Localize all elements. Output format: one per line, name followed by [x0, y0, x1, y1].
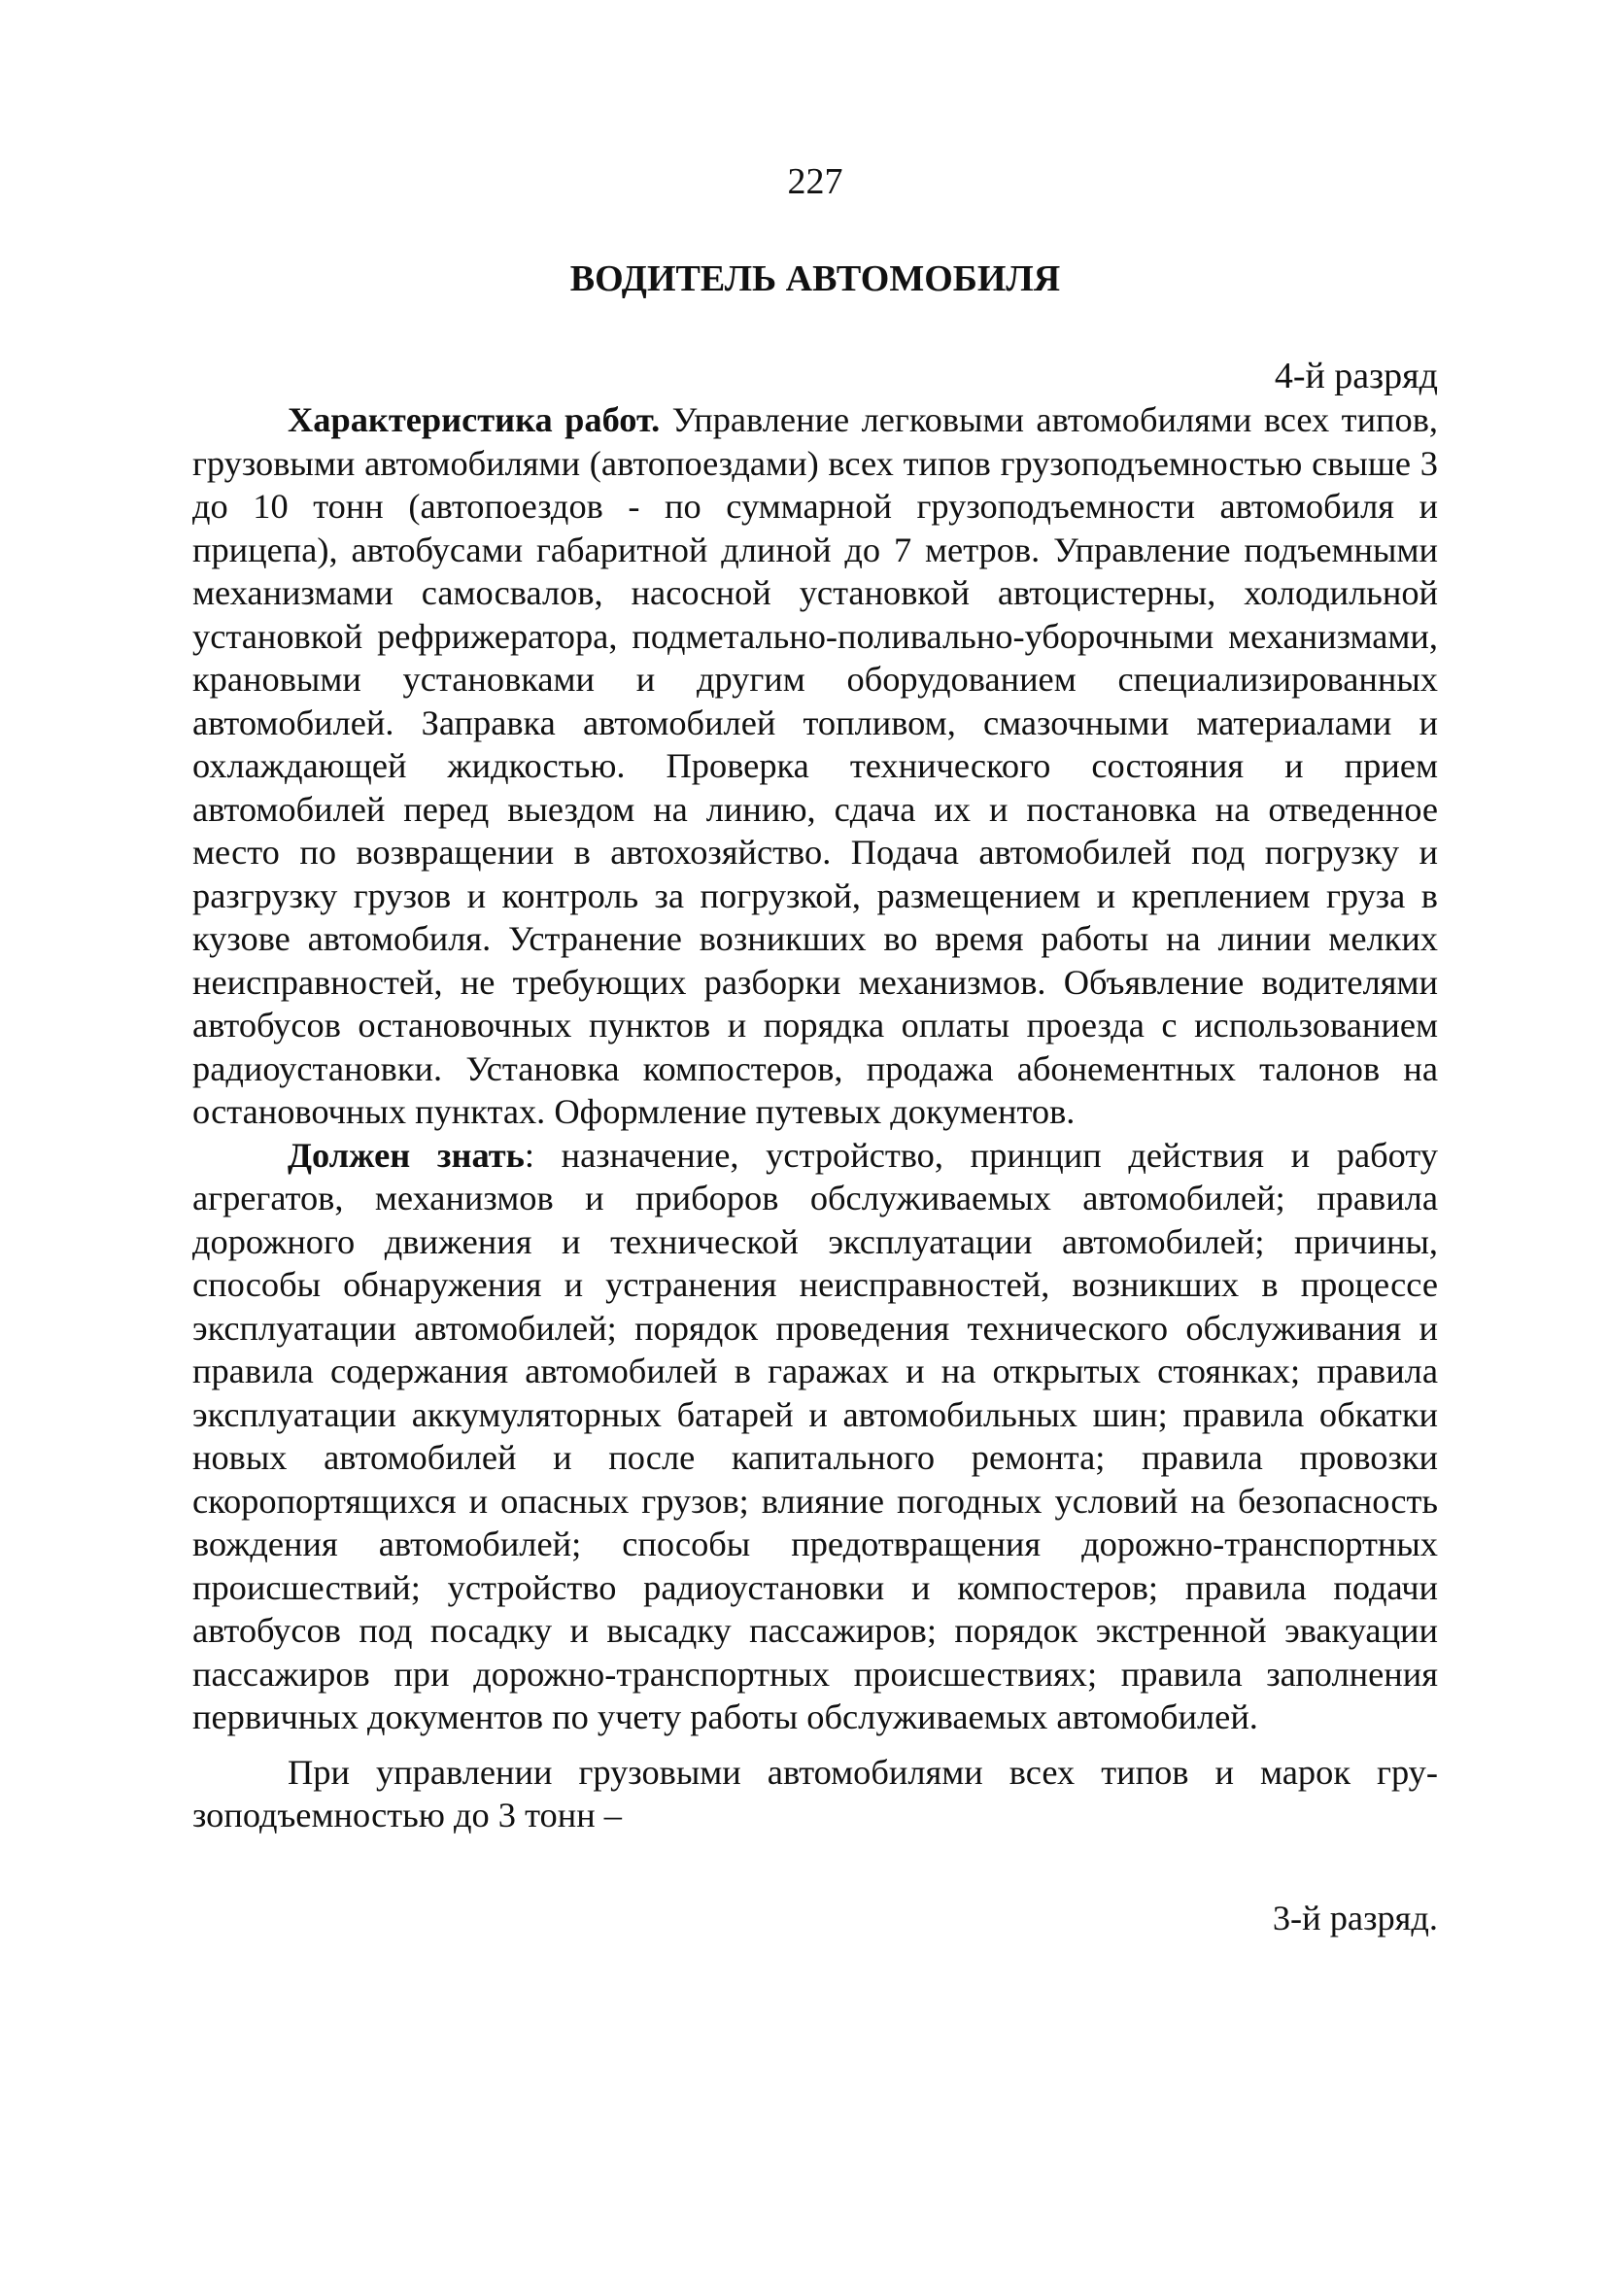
must-know-paragraph [192, 1134, 1438, 1739]
characteristics-heading: Характеристика работ. [288, 400, 661, 439]
must-know-text: : назначение, устройство, принцип действия и работу агрегатов, механизмов и приборов обслуживаемых автомобилей; правила дорожного движения и технической эксплуатации автомобилей; причины, способы обнаружения и устранения неисправностей, возникших в процессе эксплуатации автомобилей; порядок проведения технического обслуживания и правила содержания автомобилей в гаражах и на открытых стоянках; правила эксплуатации аккумуляторных батарей и автомобильных шин; правила обкатки новых автомобилей и после капитального ремонта; правила провозки скоропортящихся и опасных грузов; влияние погодных условий на безопасность вождения автомобилей; способы предотвращения дорожно-транспортных происшествий; устройство радиоустановки и компостеров; правила подачи автобусов под посадку и высадку пассажиров; порядок экстренной эвакуации пассажиров при дорожно-транспортных происшествиях; правила заполнения первичных документов по учету работы обслуживаемых автомобилей. [192, 1135, 1438, 1736]
section-title: ВОДИТЕЛЬ АВТОМОБИЛЯ [569, 258, 1061, 299]
note-paragraph [192, 1751, 1438, 1837]
body-text [192, 398, 1438, 1837]
page-number: 227 [787, 161, 843, 202]
characteristics-paragraph [192, 398, 1438, 1134]
note-grade: 3-й разряд. [1272, 1899, 1438, 1937]
note-text: При управлении грузовыми автомобилями всех типов и марок грузоподъемностью до 3 тонн – [192, 1752, 1438, 1834]
must-know-heading: Должен знать [288, 1135, 525, 1175]
grade-label: 4-й разряд [1274, 356, 1438, 396]
characteristics-text: Управление легковыми автомобилями всех типов, грузовыми автомобилями (автопоездами) всех типов грузоподъемностью свыше 3 до 10 тонн (автопоездов - по суммарной грузоподъемности автомобиля и прицепа), автобусами габаритной длиной до 7 метров. Управление подъемными механизмами самосвалов, насосной установкой автоцистерны, холодильной установкой рефрижератора, подметально-поливально-уборочными механизмами, крановыми установками и другим оборудованием специализированных автомобилей. Заправка автомобилей топливом, смазочными материалами и охлаждающей жидкостью. Проверка технического состояния и прием автомобилей перед выездом на линию, сдача их и постановка на отведенное место по возвращении в автохозяйство. Подача автомобилей под погрузку и разгрузку грузов и контроль за погрузкой, размещением и креплением груза в кузове автомобиля. Устранение возникших во время работы на линии мелких неисправностей, не требующих разборки механизмов. Объявление водителями автобусов остановочных пунктов и порядка оплаты проезда с использованием радиоустановки. Установка компостеров, продажа абонементных талонов на остановочных пунктах. Оформление путевых документов. [192, 400, 1438, 1131]
